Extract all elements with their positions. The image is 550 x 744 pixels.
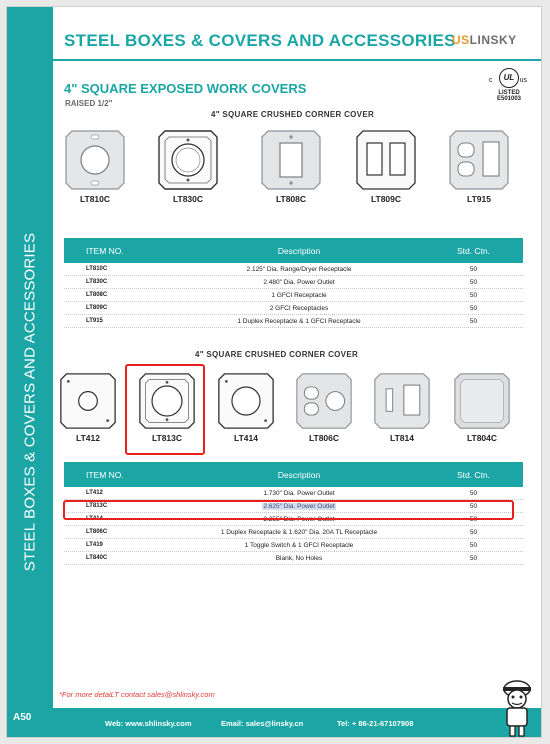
product-lt804c: LT804C [447, 372, 517, 443]
product-lt808c: LT808C [257, 129, 325, 204]
table-header: ITEM NO. Description Std. Ctn. [64, 238, 523, 263]
ul-logo-icon: UL [499, 68, 519, 88]
table-row: LT419 1 Toggle Switch & 1 GFCI Receptacle 50 [64, 539, 523, 552]
table-row: LT830C 2.480" Dia. Power Outlet 50 [64, 276, 523, 289]
table-row: LT412 1.730" Dia. Power Outlet 50 [64, 487, 523, 500]
sidebar [7, 7, 53, 737]
cover-power-outlet-icon [157, 129, 219, 191]
product-lt806c: LT806C [289, 372, 359, 443]
footer-email-link[interactable]: Email: sales@linsky.cn [221, 719, 304, 728]
mascot-worker-icon [495, 675, 539, 738]
footer-phone: Tel: + 86-21-67107908 [337, 719, 414, 728]
product-lt813c: LT813C [131, 372, 203, 443]
group2-title: 4" SQUARE CRUSHED CORNER COVER [195, 350, 359, 359]
highlight-box-product [125, 364, 205, 455]
group1-title: 4" SQUARE CRUSHED CORNER COVER [211, 110, 375, 119]
table-row: LT840C Blank, No Holes 50 [64, 552, 523, 565]
selected-text[interactable]: 2.625" Dia. Power Outlet [263, 502, 335, 510]
cover-toggle-gfci-icon [373, 372, 431, 430]
product-lt915: LT915 [445, 129, 513, 204]
catalog-page [6, 6, 542, 738]
cover-double-gfci-icon [355, 129, 417, 191]
page-title: STEEL BOXES & COVERS AND ACCESSORIES [64, 31, 456, 50]
product-lt414: LT414 [213, 372, 279, 443]
product-lt809c: LT809C [352, 129, 420, 204]
sidebar-title: STEEL BOXES & COVERS AND ACCESSORIES [21, 232, 39, 572]
cover-gfci-icon [260, 129, 322, 191]
cover-duplex-gfci-icon [448, 129, 510, 191]
cover-blank-icon [453, 372, 511, 430]
table-row: LT810C 2.125" Dia. Range/Dryer Receptacle 50 [64, 263, 523, 276]
cover-duplex-twistlock-icon [295, 372, 353, 430]
product-lt814: LT814 [369, 372, 435, 443]
table-row-selected: LT813C 2.625" Dia. Power Outlet 50 [64, 500, 523, 513]
section-title: 4" SQUARE EXPOSED WORK COVERS [64, 81, 307, 96]
cover-medium-hole-icon [217, 372, 275, 430]
brand-logo: USLINSKY [452, 33, 517, 47]
contact-note: *For more detaiLT contact sales@shlinsky.com [59, 690, 215, 699]
table-row: LT806C 1 Duplex Receptacle & 1.620" Dia. 20A TL Receptacle 50 [64, 526, 523, 539]
table-row: LT915 1 Duplex Receptacle & 1 GFCI Receptacle 50 [64, 315, 523, 328]
table-row: LT414 2.255" Dia. Power Outlet 50 [64, 513, 523, 526]
footer-web-link[interactable]: Web: www.shlinsky.com [105, 719, 192, 728]
table-row: LT809C 2 GFCI Receptacles 50 [64, 302, 523, 315]
header-divider [53, 59, 542, 61]
product-lt810c: LT810C [61, 129, 129, 204]
cover-small-hole-icon [59, 372, 117, 430]
table-header: ITEM NO. Description Std. Ctn. [64, 462, 523, 487]
group1-spec-table [64, 238, 523, 328]
table-row: LT808C 1 GFCI Receptacle 50 [64, 289, 523, 302]
section-subtitle: RAISED 1/2" [65, 99, 113, 108]
highlight-box-row [63, 500, 514, 520]
product-lt412: LT412 [55, 372, 121, 443]
ul-listed-mark: c UL us LISTED E501003 [489, 67, 529, 102]
footer-bar [53, 709, 542, 738]
page-number: A50 [13, 712, 32, 723]
product-lt830c: LT830C [154, 129, 222, 204]
cover-round-hole-icon [64, 129, 126, 191]
